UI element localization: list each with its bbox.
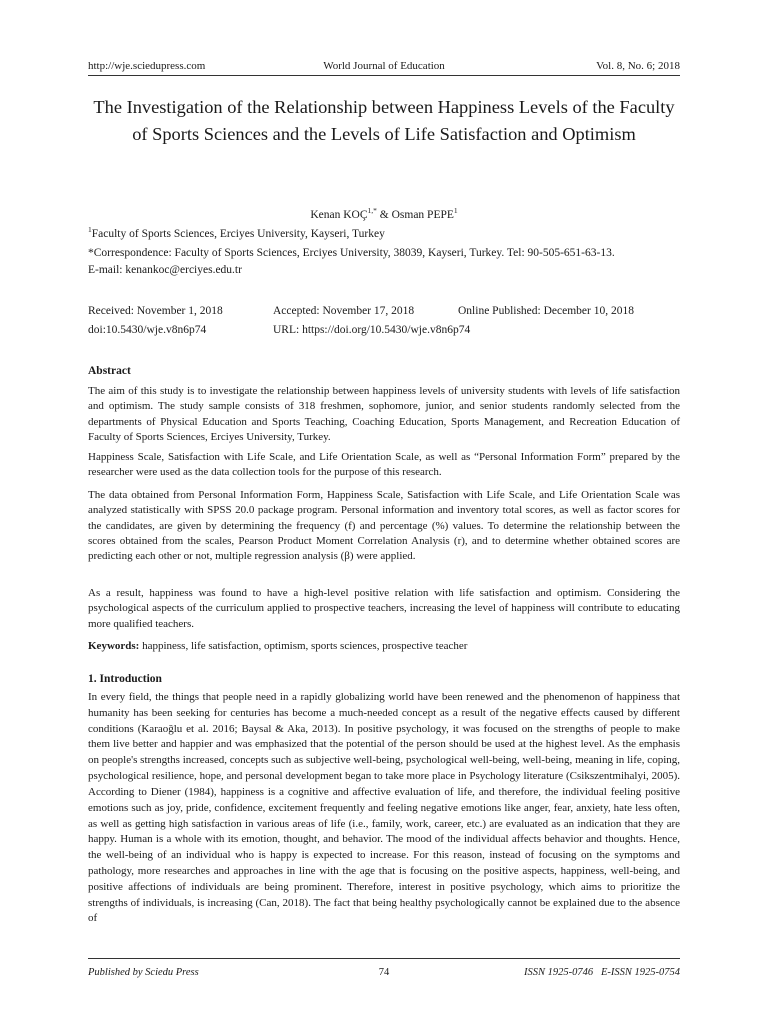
correspondence-email[interactable]: E-mail: kenankoc@erciyes.edu.tr <box>88 263 242 276</box>
published-date: Online Published: December 10, 2018 <box>458 305 634 317</box>
affiliation <box>88 222 680 242</box>
author-name: Kenan KOÇ <box>310 208 368 221</box>
header-rule <box>88 75 680 76</box>
affiliation-text: Faculty of Sports Sciences, Erciyes University, Kayseri, Turkey <box>91 227 385 240</box>
doi-url[interactable]: URL: https://doi.org/10.5430/wje.v8n6p74 <box>273 324 471 336</box>
journal-url[interactable]: http://wje.sciedupress.com <box>88 60 206 72</box>
correspondence <box>88 245 680 278</box>
journal-name: World Journal of Education <box>323 60 445 72</box>
keywords-list: happiness, life satisfaction, optimism, sports sciences, prospective teacher <box>139 640 468 652</box>
keywords <box>88 639 680 653</box>
issn: ISSN 1925-0746 E-ISSN 1925-0754 <box>523 967 680 978</box>
author-separator: & <box>376 208 392 221</box>
abstract-paragraph: The data obtained from Personal Information Form, Happiness Scale, Satisfaction with Life Scale, and Life Orientation Scale was analyzed statistically with SPSS 20.0 package program. Personal information and inventory total scores, as well as factor scores for the candidates, are given by determining the frequency (f) and percentage (%) values. To determine the relationship between the scores obtained from the scales, Pearson Product Moment Correlation Analysis (r), and to determine whether obtained scores are predicting each other or not, multiple regression analysis (β) were applied. <box>88 489 680 563</box>
abstract-paragraph: As a result, happiness was found to have a high-level positive relation with life satisfaction and optimism. Considering the psychological aspects of the curriculum applied to prospective teachers, increasing the level of happiness will contribute to educating more qualified teachers. <box>88 587 680 630</box>
accepted-date: Accepted: November 17, 2018 <box>273 305 415 317</box>
abstract-paragraph: Happiness Scale, Satisfaction with Life Scale, and Life Orientation Scale, as well as “Personal Information Form” prepared by the researcher were used as the data collection tools for the purpose of this research. <box>88 451 680 479</box>
page-number: 74 <box>378 967 390 978</box>
page-footer <box>88 966 680 980</box>
author-name: Osman PEPE <box>391 208 454 221</box>
running-header <box>88 59 680 73</box>
abstract-paragraph: The aim of this study is to investigate the relationship between happiness levels of university students with levels of life satisfaction and optimism. The study sample consists of 318 freshmen, sophomore, junior, and senior students randomly selected from the departments of Physical Education and Sports Teaching, Coaching Education, Sports Management, and Recreation Education of Faculty of Sports Sciences, Erciyes University, Turkey. <box>88 385 680 444</box>
correspondence-address: *Correspondence: Faculty of Sports Sciences, Erciyes University, 38039, Kayseri, Turkey. Tel: 90-505-651-63-13. <box>88 247 615 259</box>
author-line <box>88 204 680 222</box>
footer-rule <box>88 958 680 959</box>
introduction-heading: 1. Introduction <box>88 673 162 685</box>
received-date: Received: November 1, 2018 <box>88 305 223 317</box>
paper-title: The Investigation of the Relationship between Happiness Levels of the Faculty of Sports Sciences and the Levels of Life Satisfaction and Optimism <box>93 97 675 144</box>
keywords-label: Keywords: <box>88 640 140 652</box>
introduction-paragraph: In every field, the things that people need in a rapidly globalizing world have been renewed and the phenomenon of happiness that humanity has been seeking for centuries has become a much-needed concept as a result of the negative effects caused by different conditions (Karaoğlu et al. 2016; Baysal & Aka, 2013). In positive psychology, it was focused on the strengths of people to make them live better and happier and was emphasized that the potential of the person should be used at the highest level. As the emphasis on people's strengths increased, concepts such as subjective well-being, psychological well-being, well-being, meaning in life, coping, psychological resilience, hope, and personal development began to take more place in Psychology literature (Csikszentmihalyi, 2005). According to Diener (1984), happiness is a cognitive and affective evaluation of life, and therefore, the individual feeling positive emotions such as joy, pride, confidence, excitement frequently and feeling negative emotions like anger, fear, anxiety, hate less often, as well as getting high satisfaction in various areas of life (i.e., family, work, career, etc.) are evaluated as an indication that they are happy. Human is a whole with its emotion, thought, and behavior. The mood of the individual affects behavior and thoughts. Hence, the well-being of an individual who is happy is expected to increase. For this reason, instead of focusing on the symptoms and pathology, more researches and approaches in line with the age that is focusing on the positive aspects, happiness, well-being, and positive affections of individuals are being prominent. Therefore, interest in positive psychology, which aims to prioritize the strengths of individuals, is increasing (Can, 2018). The fact that being healthy psychologically cannot be explained due to the absence of <box>88 691 680 925</box>
author-affiliation-mark: 1,* <box>367 206 377 215</box>
journal-page <box>88 0 680 1024</box>
affiliation-mark: 1 <box>88 225 92 234</box>
author-affiliation-mark: 1 <box>453 206 458 215</box>
volume-info: Vol. 8, No. 6; 2018 <box>596 60 680 72</box>
publisher: Published by Sciedu Press <box>88 967 199 978</box>
abstract-heading: Abstract <box>88 365 131 377</box>
doi[interactable]: doi:10.5430/wje.v8n6p74 <box>88 324 207 336</box>
